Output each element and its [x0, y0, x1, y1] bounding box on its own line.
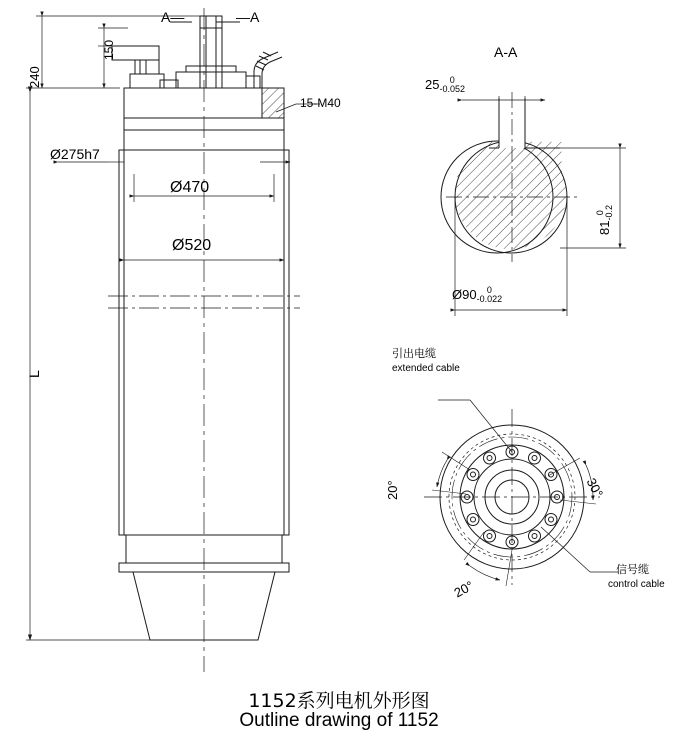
drawing-title-chinese: 1152系列电机外形图	[248, 690, 430, 712]
dim-90-lower: -0.022	[476, 294, 503, 304]
dim-81-lower: -0.2	[604, 205, 614, 221]
section-mark-left: A—	[161, 9, 185, 25]
section-aa-geometry	[441, 92, 580, 262]
dim-240	[36, 16, 200, 88]
dim-25-tolerance	[439, 76, 465, 94]
dim-label-overall-length: L	[26, 370, 42, 378]
dim-label-470: Ø470	[170, 179, 210, 196]
dim-90-tolerance	[477, 286, 503, 304]
drawing-title-english: Outline drawing of 1152	[239, 710, 439, 731]
dim-81-nominal: 81	[597, 220, 613, 235]
dim-81-tolerance	[596, 205, 614, 221]
dim-81	[560, 148, 626, 248]
dim-label-240: 240	[27, 66, 42, 88]
dim-25-lower: -0.052	[439, 84, 465, 94]
note-15-m40: 15-M40	[300, 96, 341, 110]
dim-overall-length	[26, 88, 150, 640]
dim-25-nominal: 25	[425, 77, 440, 93]
dim-25-upper: 0	[449, 75, 455, 85]
angle-label-20-bottom: 20°	[451, 577, 476, 601]
section-view-title: A-A	[494, 44, 518, 60]
dim-label-275h7: Ø275h7	[50, 146, 100, 162]
callout-control-cable-en: control cable	[608, 579, 665, 590]
motor-top-assembly	[112, 46, 284, 118]
callout-extended-cable-en: extended cable	[392, 363, 460, 374]
section-mark-right: —A	[236, 9, 260, 25]
dim-label-90	[452, 286, 502, 304]
dim-label-520: Ø520	[172, 237, 212, 254]
angle-label-20-left: 20°	[385, 480, 400, 500]
dim-90-upper: 0	[486, 285, 492, 295]
dim-label-150: 150	[102, 39, 116, 60]
dim-label-81	[596, 205, 614, 235]
motor-shaft-top	[200, 16, 222, 88]
dim-81-upper: 0	[595, 210, 605, 216]
dim-90-nominal: Ø90	[452, 287, 477, 303]
callout-extended-cable-cn: 引出电缆	[392, 347, 436, 360]
dim-label-25	[425, 76, 465, 94]
callout-control-cable-cn: 信号缆	[616, 563, 649, 576]
angle-label-30: 30°	[583, 475, 607, 500]
